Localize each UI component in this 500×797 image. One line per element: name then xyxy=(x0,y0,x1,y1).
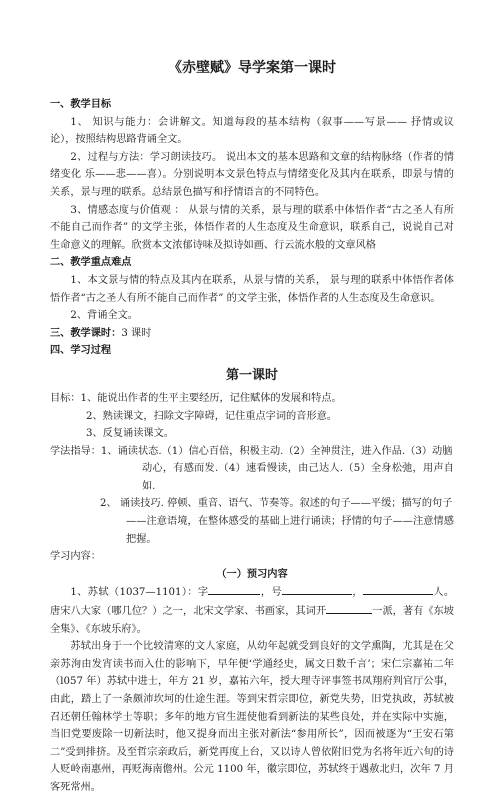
hours-value: 3 课时 xyxy=(121,327,152,339)
objective-knowledge: 1、 知识与能力：会讲解文。知道每段的基本结构（叙事——写景—— 抒情或议论），按照结构思路背诵全文。 xyxy=(50,116,454,146)
section-heading-process: 四、学习过程 xyxy=(50,344,112,357)
section-heading-objectives: 一、教学目标 xyxy=(50,98,112,110)
biography-paragraph: 苏轼出身于一个比较清寒的文人家庭，从幼年起就受到良好的文学熏陶，尤其是在父亲苏洵由发宵读书而入仕的影响下，早年便‘学通经史，属文日数千言’；宋仁宗嘉祐二年（l057 年）苏轼中进士，年方 21 岁，嘉祐六年，授大理寺评事签书凤翔府判官厅公事，由此，踏上了一条颇沛坎坷的仕途生涯。等到宋哲宗即位，新党失势，旧党执政，苏轼被召还朝任翰林学士等职；多年的地方官生涯使他看到新法的某些良处，并在实际中实施，当旧党要废除一切新法时，他又提身而出主张对新法“参用所长”，因而被逐为“王安石第二”受到排挤。及至哲宗亲政后，新党再度上台，又以诗人曾依附旧党为名将年近六旬的诗人贬岭南惠州，再贬海南儋州。公元 1100 年，徽宗即位，苏轼终于遇赦北归，次年 7 月客死常州。 xyxy=(50,641,454,793)
hours-label: 三、教学课时： xyxy=(50,326,122,339)
objective-emotion: 3、情感态度与价值观 ： 从景与情的关系，景与理的联系中体悟作者“古之圣人有所不能自己而作者” 的文学主张，体悟作者的人生态度及生命意识，联系自己，说说自己对生命意义的理解。欣赏本文浓郁诗味及拟诗如画、行云流水般的文章风格 xyxy=(50,204,454,251)
section-heading-key-points: 二、教学重点难点 xyxy=(50,256,132,269)
lesson-goal-1: 目标：1、能说出作者的生平主要经历，记住赋体的发展和特点。 xyxy=(50,392,342,404)
method-guide-1-cont: 动心，有感而发.（4）速看慢读，由己达人.（5）全身松弛，用声自如. xyxy=(142,463,454,492)
method-guide-2-cont: ——注意语境，在整体感受的基础上进行诵读；抒情的句子——注意情感把握。 xyxy=(126,516,454,545)
section-heading-hours xyxy=(50,325,454,343)
lesson-goal-3: 3、反复诵读课文。 xyxy=(86,428,174,440)
fill-in-question: 1、苏轼（1037—1101）：字 ，号 ， 人。唐宋八大家（哪几位？）之一，北宋文学家、书画家，其词开 一派，著有《东坡全集》、《东坡乐府》。 xyxy=(50,583,454,638)
answer-blank-pseudonym[interactable] xyxy=(282,583,352,595)
objective-process: 2、过程与方法：学习朗读技巧。 说出本文的基本思路和文章的结构脉络（作者的情绪变化 乐——悲——喜）。分别说明本文景色特点与情绪变化及其内在联系，即景与情的关系，景与理的联系。总结景色描写和抒情语言的不同特色。 xyxy=(50,151,454,198)
lesson-title: 第一课时 xyxy=(225,367,278,383)
answer-blank-courtesy-name[interactable] xyxy=(208,583,260,595)
answer-blank-school[interactable] xyxy=(326,602,372,614)
key-point-1: 1、本文景与情的特点及其内在联系，从景与情的关系， 景与理的联系中体悟作者体悟作者“古之圣人有所不能自己而作者” 的文学主张，体悟作者的人生态度及生命意识。 xyxy=(50,274,454,304)
answer-blank-hometown[interactable] xyxy=(363,583,433,595)
document-title: 《赤壁赋》导学案第一课时 xyxy=(168,60,336,76)
lesson-goal-2: 2、熟读课文，扫除文字障碍，记住重点字词的音形意。 xyxy=(86,410,337,422)
key-point-2: 2、背诵全文。 xyxy=(70,310,138,322)
preview-subheading: （一）预习内容 xyxy=(216,567,288,580)
method-guide-2: 2、 诵读技巧. 停顿、重音、语气、节奏等。叙述的句子——平缓；描写的句子 xyxy=(100,498,453,510)
content-label: 学习内容： xyxy=(50,551,101,563)
method-guide-1: 学法指导：1、诵读状态.（1）信心百倍，积极主动.（2）全神贯注，进入作品.（3）动脑 xyxy=(50,445,453,457)
